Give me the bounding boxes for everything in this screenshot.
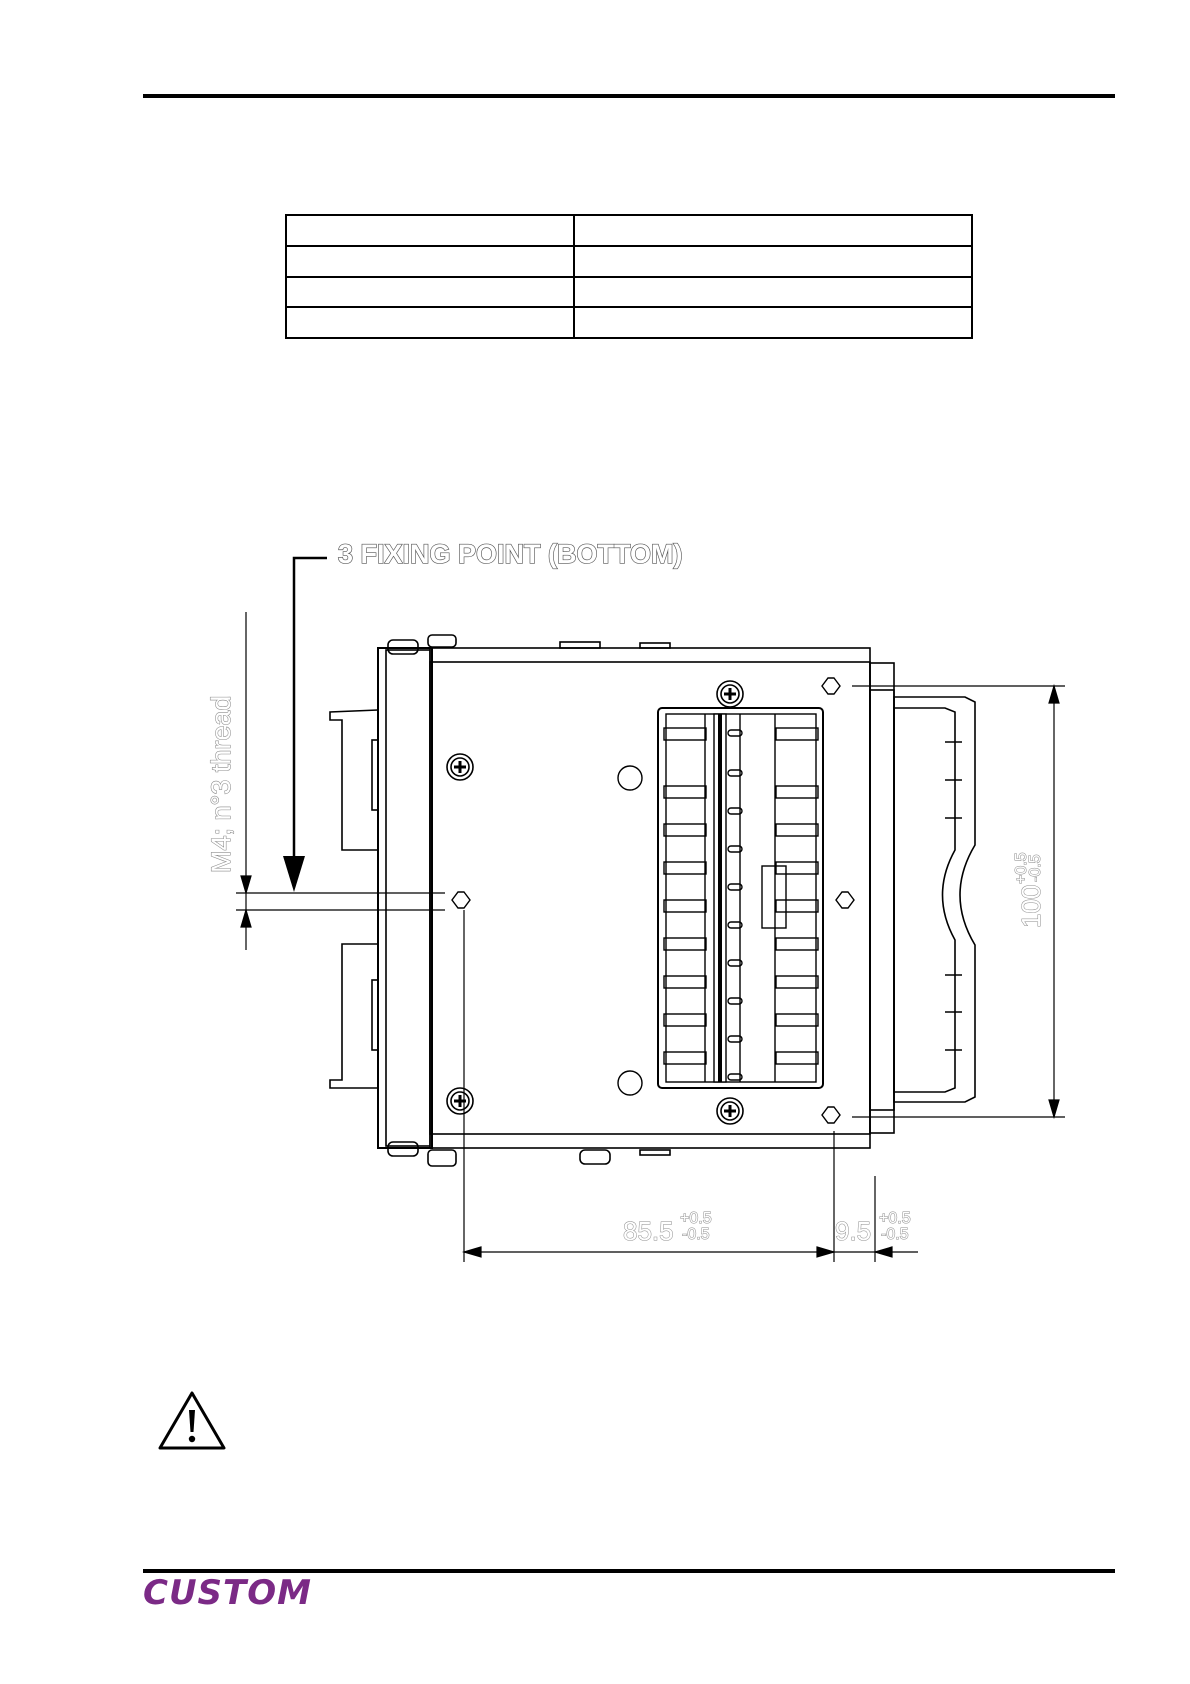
width-tol-plus: +0.5 [680, 1210, 712, 1227]
device-outline [330, 635, 975, 1166]
screw-icon [447, 681, 743, 1124]
height-dimension-label [1013, 852, 1046, 928]
height-tol-plus: +0.5 [1013, 852, 1030, 884]
offset-tol-minus: -0.5 [881, 1226, 909, 1243]
paper-path-mechanism [618, 708, 823, 1095]
width-value: 85.5 [623, 1216, 674, 1246]
offset-value: 9.5 [835, 1216, 872, 1246]
thread-label: M4; n°3 thread [206, 695, 236, 873]
width-tol-minus: -0.5 [682, 1226, 710, 1243]
warning-triangle-icon [157, 1390, 227, 1452]
height-value: 100 [1016, 884, 1046, 928]
custom-logo [143, 1573, 312, 1613]
offset-tol-plus: +0.5 [879, 1210, 911, 1227]
height-tol-minus: -0.5 [1027, 854, 1044, 882]
fixing-leader [283, 558, 327, 892]
thread-dimension [236, 612, 445, 950]
logo-text: CUSTOM [143, 1573, 312, 1613]
fixing-label: 3 FIXING POINT (BOTTOM) [338, 539, 683, 569]
